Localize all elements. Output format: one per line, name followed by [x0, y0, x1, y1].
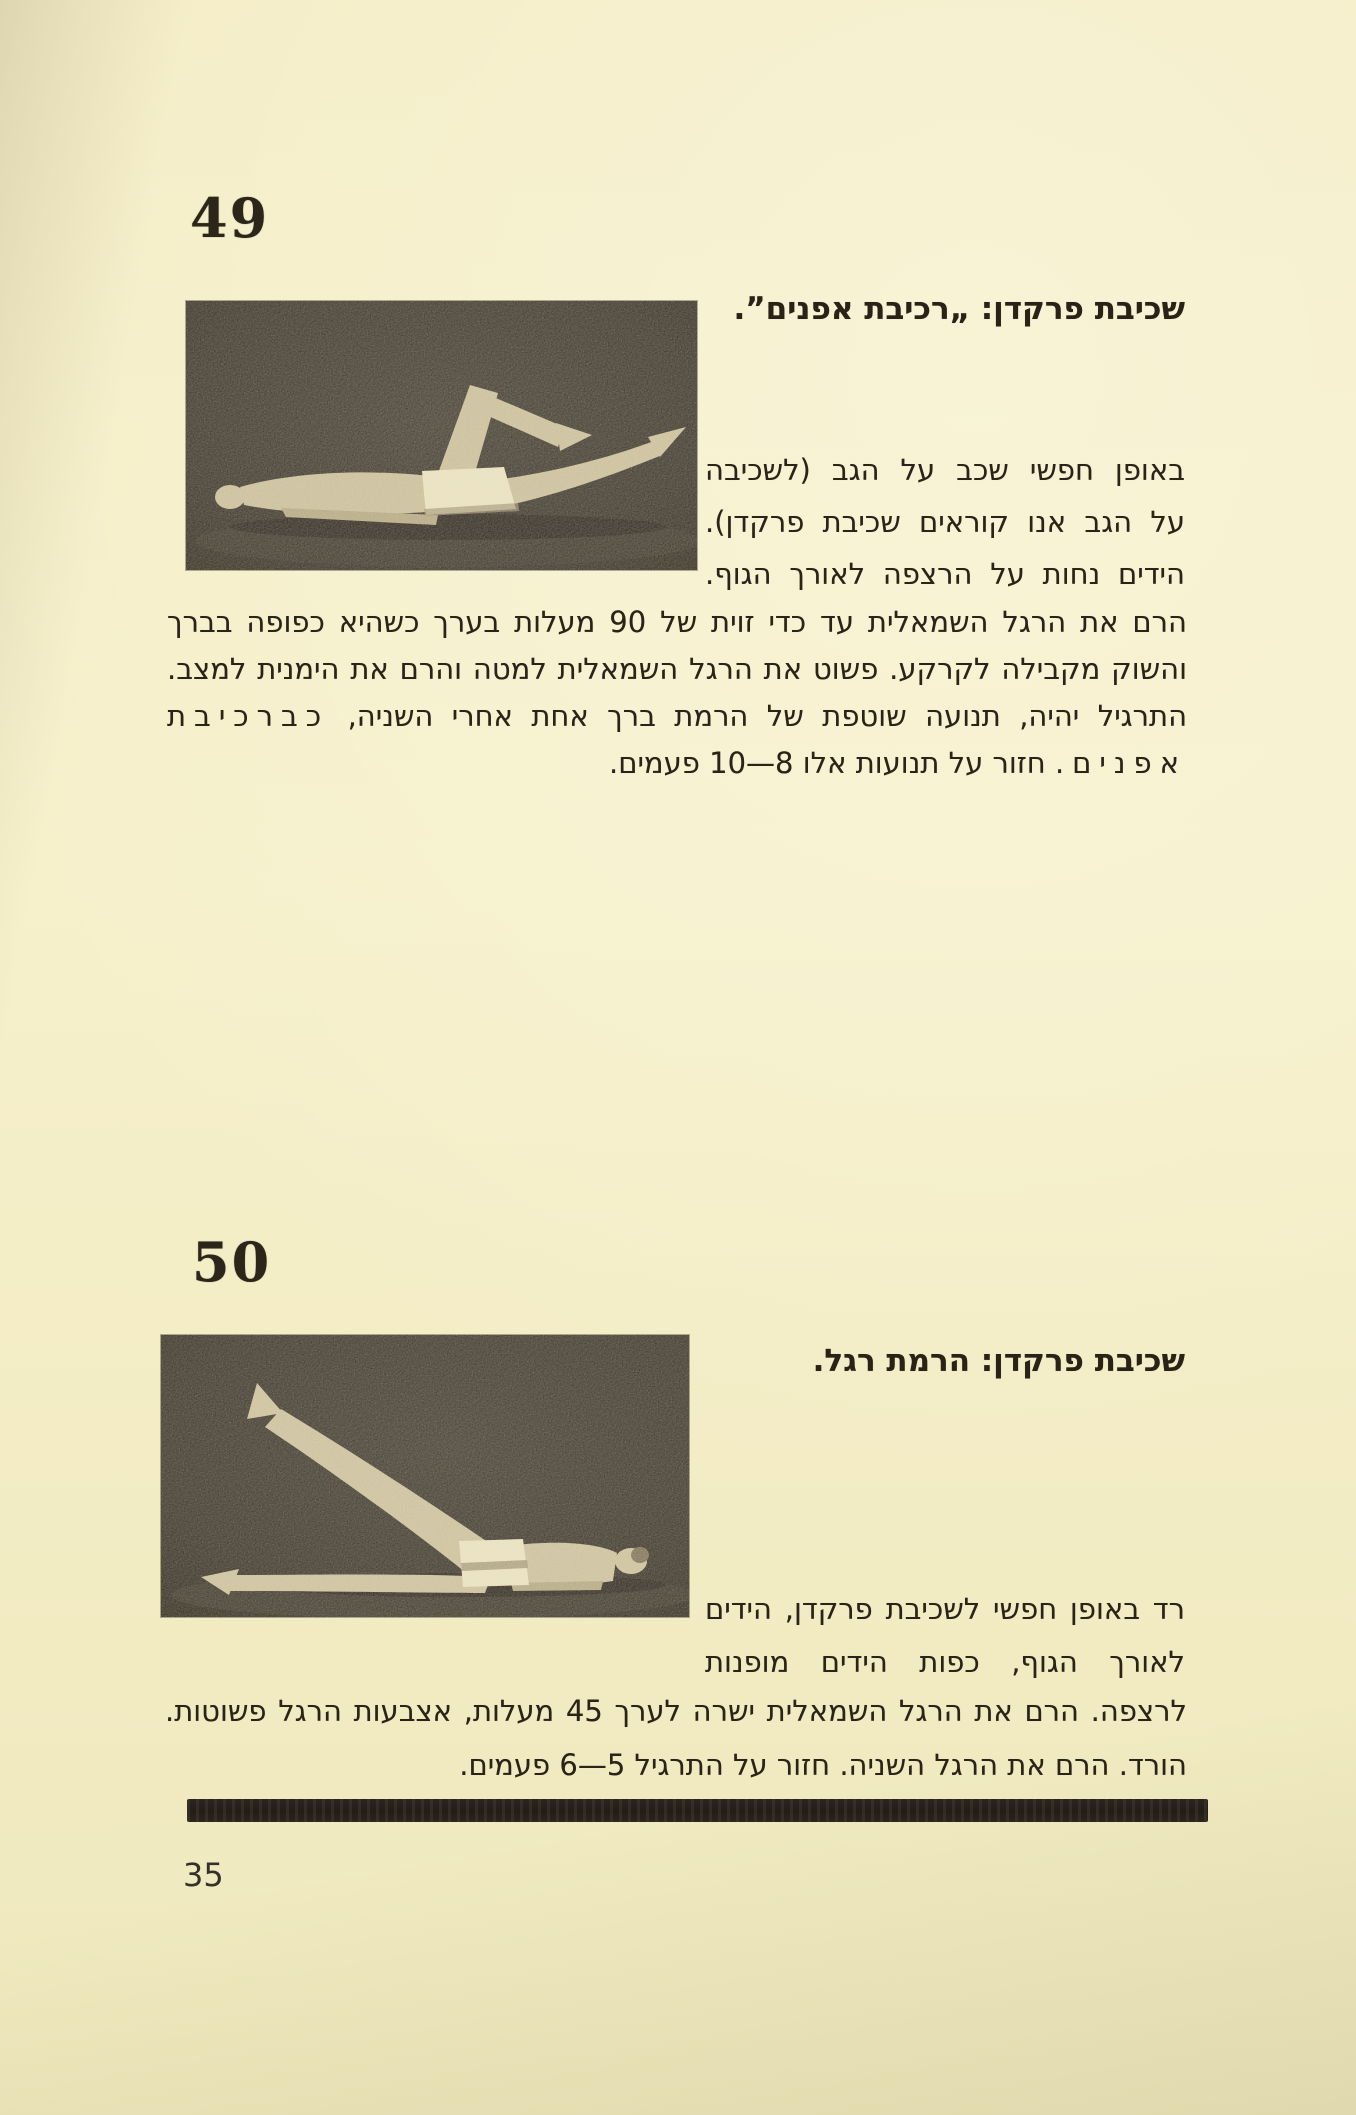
exercise-49-paragraph-wide	[167, 599, 1187, 787]
emphasized-word: אפנים.	[1054, 746, 1187, 780]
divider-bar	[187, 1799, 1208, 1822]
exercise-number-49: 49	[190, 186, 270, 250]
exercise-49-photo-man-bicycle-legs	[186, 301, 697, 570]
exercise-50-paragraph-wide	[165, 1684, 1187, 1792]
exercise-50-paragraph-narrow	[705, 1583, 1185, 1689]
line-text: התרגיל יהיה, תנועה שוטפת של הרמת ברך אחת אחרי השניה,	[347, 699, 1188, 733]
emphasized-word: כברכיבת	[167, 699, 330, 733]
paragraph-line: הורד. הרם את הרגל השניה. חזור על התרגיל 5—6 פעמים.	[459, 1748, 1187, 1782]
exercise-50-title: שכיבת פרקדן: הרמת רגל.	[812, 1343, 1185, 1379]
paragraph-line: באופן חפשי שכב על הגב (לשכיבה	[705, 453, 1185, 487]
paragraph-line: והשוק מקבילה לקרקע. פשוט את הרגל השמאלית למטה והרם את הימנית למצב.	[167, 652, 1187, 686]
photo-illustration-49	[186, 301, 697, 570]
exercise-number-50: 50	[192, 1230, 272, 1294]
paragraph-line	[167, 693, 1187, 740]
paragraph-line: רד באופן חפשי לשכיבת פרקדן, הידים	[705, 1592, 1185, 1626]
line-text: חזור על תנועות אלו 8—10 פעמים.	[608, 746, 1046, 780]
exercise-49-title: שכיבת פרקדן: „רכיבת אפנים”.	[733, 291, 1185, 327]
exercise-50-photo-man-leg-raise	[161, 1335, 689, 1617]
page-number: 35	[183, 1856, 224, 1894]
exercise-49-paragraph-narrow	[705, 444, 1185, 600]
paragraph-line: לאורך הגוף, כפות הידים מופנות	[705, 1645, 1185, 1679]
paragraph-line: הרם את הרגל השמאלית עד כדי זוית של 90 מעלות בערך כשהיא כפופה בברך	[167, 605, 1187, 639]
paragraph-line: הידים נחות על הרצפה לאורך הגוף.	[705, 557, 1185, 591]
paragraph-line: לרצפה. הרם את הרגל השמאלית ישרה לערך 45 מעלות, אצבעות הרגל פשוטות.	[165, 1694, 1187, 1728]
paragraph-line	[167, 740, 1187, 787]
photo-illustration-50	[161, 1335, 689, 1617]
paragraph-line: על הגב אנו קוראים שכיבת פרקדן).	[705, 505, 1185, 539]
